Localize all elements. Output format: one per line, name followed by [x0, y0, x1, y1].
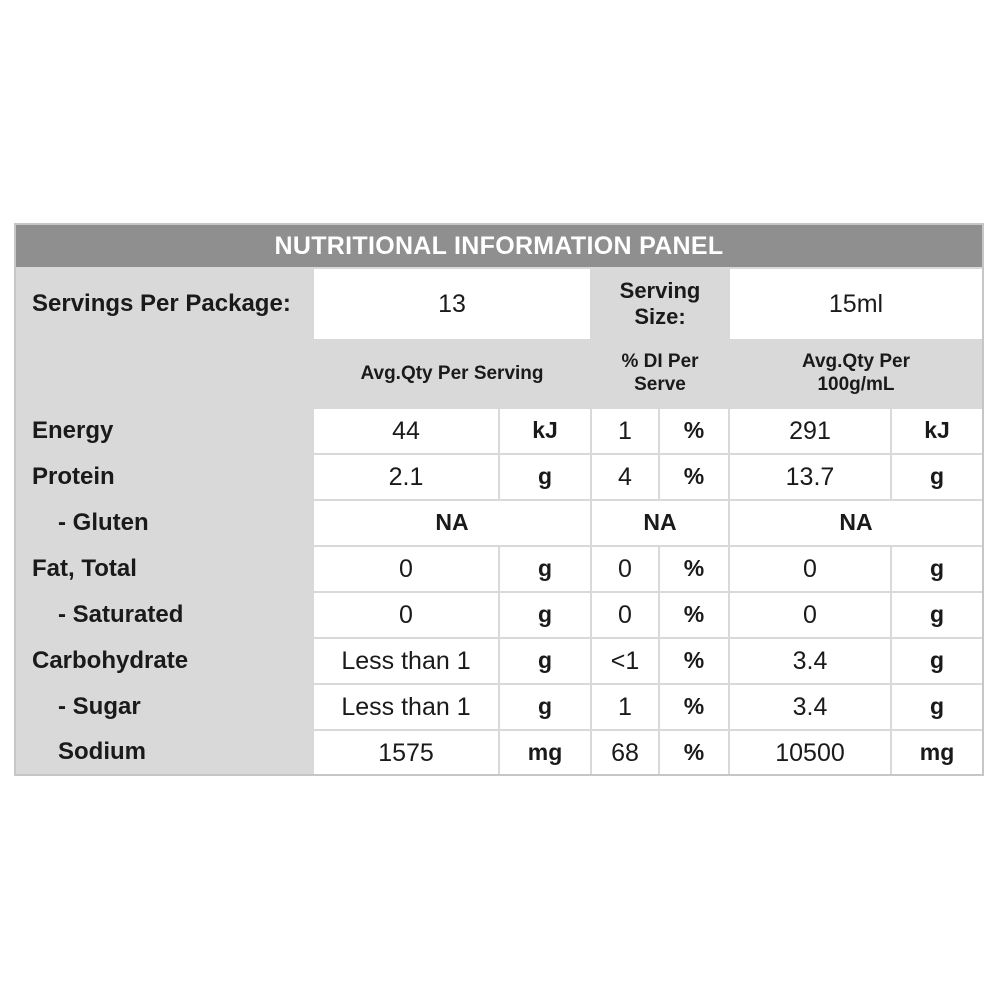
header-blank [16, 341, 312, 407]
header-avg-qty-per-100: Avg.Qty Per 100g/mL [801, 351, 911, 395]
row-label-energy: Energy [32, 416, 114, 444]
row-label-sodium: Sodium [58, 738, 146, 766]
sodium-di-value: 68 [592, 731, 658, 774]
carbohydrate-per100-unit: g [892, 639, 982, 683]
fat-total-serve-value: 0 [314, 547, 498, 591]
energy-di-value: 1 [592, 409, 658, 453]
protein-serve-value: 2.1 [314, 455, 498, 499]
saturated-di-unit: % [660, 593, 728, 637]
fat-total-per100-value: 0 [730, 547, 890, 591]
protein-serve-unit: g [500, 455, 590, 499]
saturated-per100-unit: g [892, 593, 982, 637]
saturated-serve-unit: g [500, 593, 590, 637]
energy-serve-unit: kJ [500, 409, 590, 453]
saturated-serve-value: 0 [314, 593, 498, 637]
carbohydrate-serve-value: Less than 1 [314, 639, 498, 683]
serving-size-value: 15ml [730, 269, 982, 339]
sugar-di-unit: % [660, 685, 728, 729]
sugar-serve-value: Less than 1 [314, 685, 498, 729]
row-label-saturated: - Saturated [58, 600, 184, 628]
fat-total-di-value: 0 [592, 547, 658, 591]
row-label-carbohydrate: Carbohydrate [32, 646, 189, 674]
row-label-protein: Protein [32, 462, 115, 490]
carbohydrate-di-value: <1 [592, 639, 658, 683]
sugar-per100-unit: g [892, 685, 982, 729]
gluten-per100-value: NA [730, 501, 982, 545]
header-di-per-serve: % DI Per Serve [621, 351, 699, 395]
sodium-serve-unit: mg [500, 731, 590, 774]
servings-per-package-label: Servings Per Package: [32, 289, 291, 317]
energy-serve-value: 44 [314, 409, 498, 453]
saturated-di-value: 0 [592, 593, 658, 637]
protein-di-unit: % [660, 455, 728, 499]
panel-title: NUTRITIONAL INFORMATION PANEL [16, 225, 982, 267]
protein-per100-unit: g [892, 455, 982, 499]
saturated-per100-value: 0 [730, 593, 890, 637]
protein-di-value: 4 [592, 455, 658, 499]
protein-per100-value: 13.7 [730, 455, 890, 499]
fat-total-serve-unit: g [500, 547, 590, 591]
sugar-serve-unit: g [500, 685, 590, 729]
sodium-per100-value: 10500 [730, 731, 890, 774]
sugar-per100-value: 3.4 [730, 685, 890, 729]
row-label-sugar: - Sugar [58, 692, 141, 720]
servings-per-package-value: 13 [314, 269, 590, 339]
sodium-serve-value: 1575 [314, 731, 498, 774]
row-label-gluten: - Gluten [58, 508, 149, 536]
sodium-di-unit: % [660, 731, 728, 774]
energy-di-unit: % [660, 409, 728, 453]
row-label-fat-total: Fat, Total [32, 554, 137, 582]
carbohydrate-per100-value: 3.4 [730, 639, 890, 683]
energy-per100-unit: kJ [892, 409, 982, 453]
nutrition-panel [14, 223, 984, 776]
sugar-di-value: 1 [592, 685, 658, 729]
energy-per100-value: 291 [730, 409, 890, 453]
serving-size-label: Serving Size: [619, 277, 701, 329]
carbohydrate-di-unit: % [660, 639, 728, 683]
sodium-per100-unit: mg [892, 731, 982, 774]
fat-total-di-unit: % [660, 547, 728, 591]
fat-total-per100-unit: g [892, 547, 982, 591]
carbohydrate-serve-unit: g [500, 639, 590, 683]
gluten-di-value: NA [592, 501, 728, 545]
header-avg-qty-per-serving: Avg.Qty Per Serving [360, 362, 544, 384]
gluten-serve-value: NA [314, 501, 590, 545]
